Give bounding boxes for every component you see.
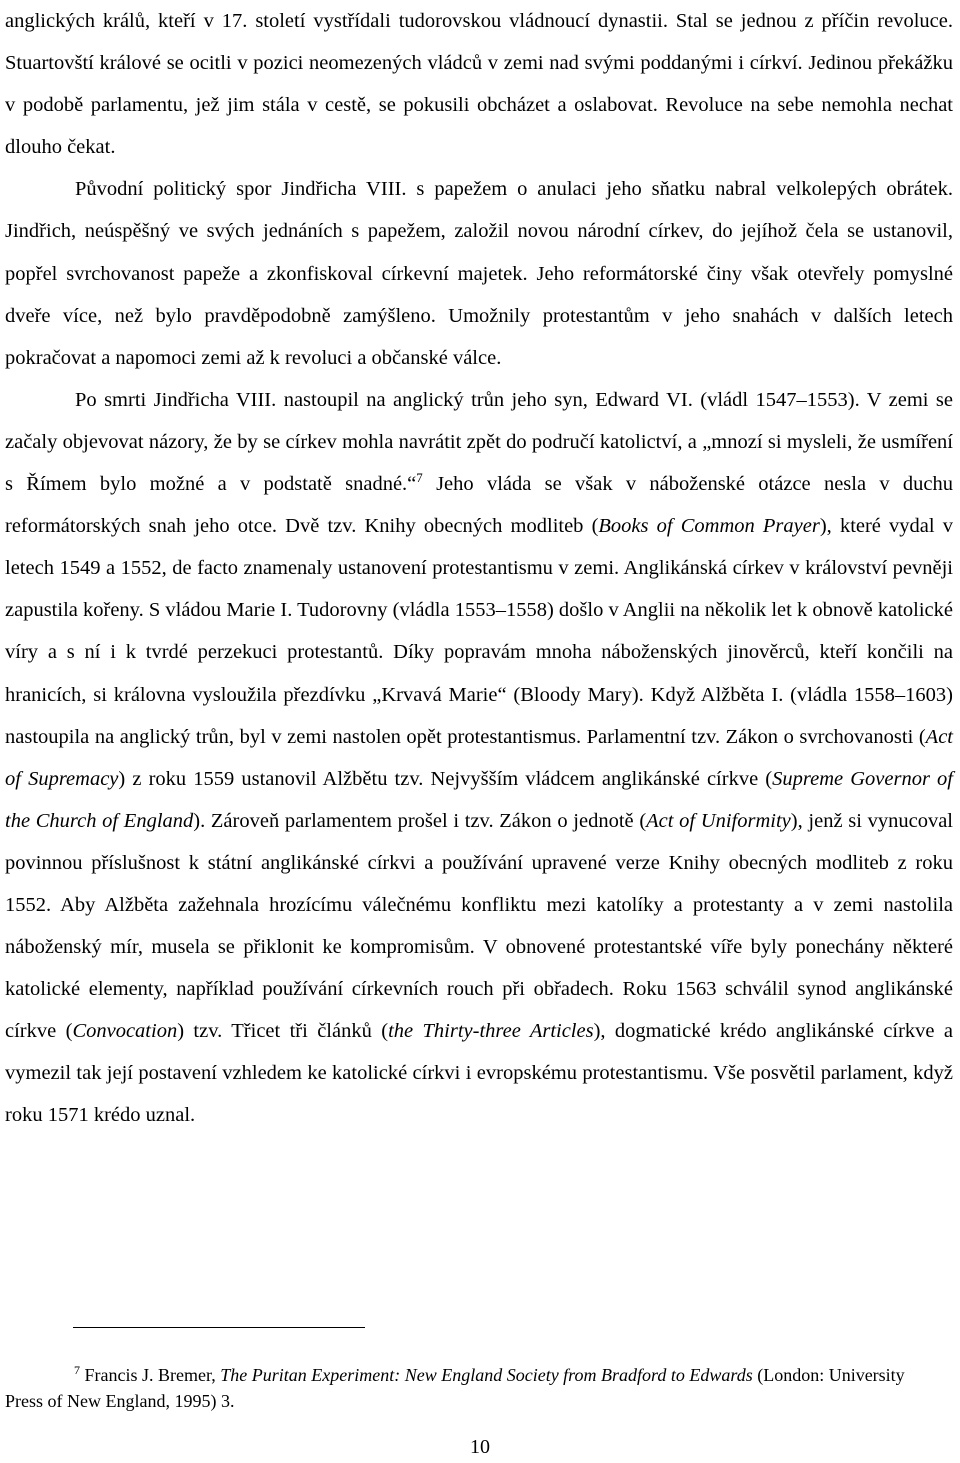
- text-run: Původní politický spor Jindřicha VIII. s papežem o anulaci jeho sňatku nabral velkolepých obrátek. Jindřich, neúspěšný ve svých jednáních s papežem, založil novou národní církev, do jejíhož čela se ustanovil, popřel svrchovanost papeže a zkonfiskoval církevní majetek. Jeho reformátorské činy však otevřely pomyslné dveře více, než bylo pravděpodobně zamýšleno. Umožnily protestantům v jeho snahách v dalších letech pokračovat a napomoci zemi až k revoluci a občanské válce.: [5, 178, 953, 369]
- text-run: (London: University Press of New England, 1995) 3.: [5, 1365, 905, 1411]
- document-page: [5, 0, 953, 1137]
- footnote-separator: [73, 1327, 365, 1328]
- text-run: ), jenž si vynucoval povinnou příslušnost k státní anglikánské církvi a používání upravené verze Knihy obecných modliteb z roku 1552. Aby Alžběta zažehnala hrozícímu válečnému konfliktu mezi katolíky a protestanty a v zemi nastolila náboženský mír, musela se přiklonit ke kompromisům. V obnovené protestantské víře byly ponechány některé katolické elementy, například používání církevních rouch při obřadech. Roku 1563 schválil synod anglikánské církve (: [5, 809, 953, 1043]
- text-run: ), dogmatické krédo anglikánské církve a vymezil tak její postavení vzhledem ke katolické církvi i evropskému protestantismu. Vše posvětil parlament, když roku 1571 krédo uznal.: [5, 1020, 954, 1127]
- paragraph: [5, 379, 953, 1137]
- footnote-number: 7: [74, 1363, 80, 1377]
- paragraph: [5, 168, 953, 378]
- text-run: ), které vydal v letech 1549 a 1552, de facto znamenaly ustanovení protestantismu v zemi. Anglikánská církev v království pevněji zapustila kořeny. S vládou Marie I. Tudorovny (vládla 1553–1558) došlo v Anglii na několik let k obnově katolické víry a s ní i k tvrdé perzekuci protestantů. Díky popravám mnoha náboženských jinověrců, kteří končili na hranicích, si královna vysloužila přezdívku „Krvavá Marie“ (Bloody Mary). Když Alžběta I. (vládla 1558–1603) nastoupila na anglický trůn, byl v zemi nastolen opět protestantismus. Parlamentní tzv. Zákon o svrchovanosti (: [5, 515, 953, 748]
- text-run: ). Zároveň parlamentem prošel i tzv. Zákon o jednotě (: [193, 809, 647, 832]
- italic-title: the Thirty-three Articles: [388, 1020, 594, 1043]
- italic-title: Act of Supremacy: [5, 725, 953, 790]
- italic-title: Supreme Governor of the Church of England: [5, 767, 953, 832]
- footnote: [5, 1362, 935, 1414]
- footnote-reference: 7: [416, 470, 423, 486]
- footnote-text: [5, 1365, 905, 1411]
- page-number: 10: [470, 1436, 490, 1458]
- italic-title: Books of Common Prayer: [598, 515, 820, 538]
- text-run: anglických králů, kteří v 17. století vystřídali tudorovskou vládnoucí dynastii. Stal se jednou z příčin revoluce. Stuartovští králové se ocitli v pozici neomezených vládců v zemi nad svými poddanými i církví. Jedinou překážku v podobě parlamentu, jež jim stála v cestě, se pokusili obcházet a oslabovat. Revoluce na sebe nemohla nechat dlouho čekat.: [5, 10, 953, 159]
- italic-title: Convocation: [72, 1020, 178, 1043]
- italic-title: Act of Uniformity: [646, 809, 791, 832]
- text-run: Jeho vláda se však v náboženské otázce nesla v duchu reformátorských snah jeho otce. Dvě tzv. Knihy obecných modliteb (: [5, 473, 953, 538]
- text-run: ) z roku 1559 ustanovil Alžbětu tzv. Nejvyšším vládcem anglikánské církve (: [118, 767, 773, 790]
- body-text: [5, 0, 953, 1137]
- text-run: Francis J. Bremer,: [80, 1365, 221, 1385]
- paragraph: [5, 0, 953, 168]
- text-run: Po smrti Jindřicha VIII. nastoupil na anglický trůn jeho syn, Edward VI. (vládl 1547–1553). V zemi se začaly objevovat názory, že by se církev mohla navrátit zpět do područí katolictví, a „mnozí si mysleli, že usmíření s Římem bylo možné a v podstatě snadné.“: [5, 388, 953, 496]
- text-run: ) tzv. Třicet tři článků (: [177, 1020, 389, 1043]
- italic-title: The Puritan Experiment: New England Society from Bradford to Edwards: [220, 1365, 753, 1385]
